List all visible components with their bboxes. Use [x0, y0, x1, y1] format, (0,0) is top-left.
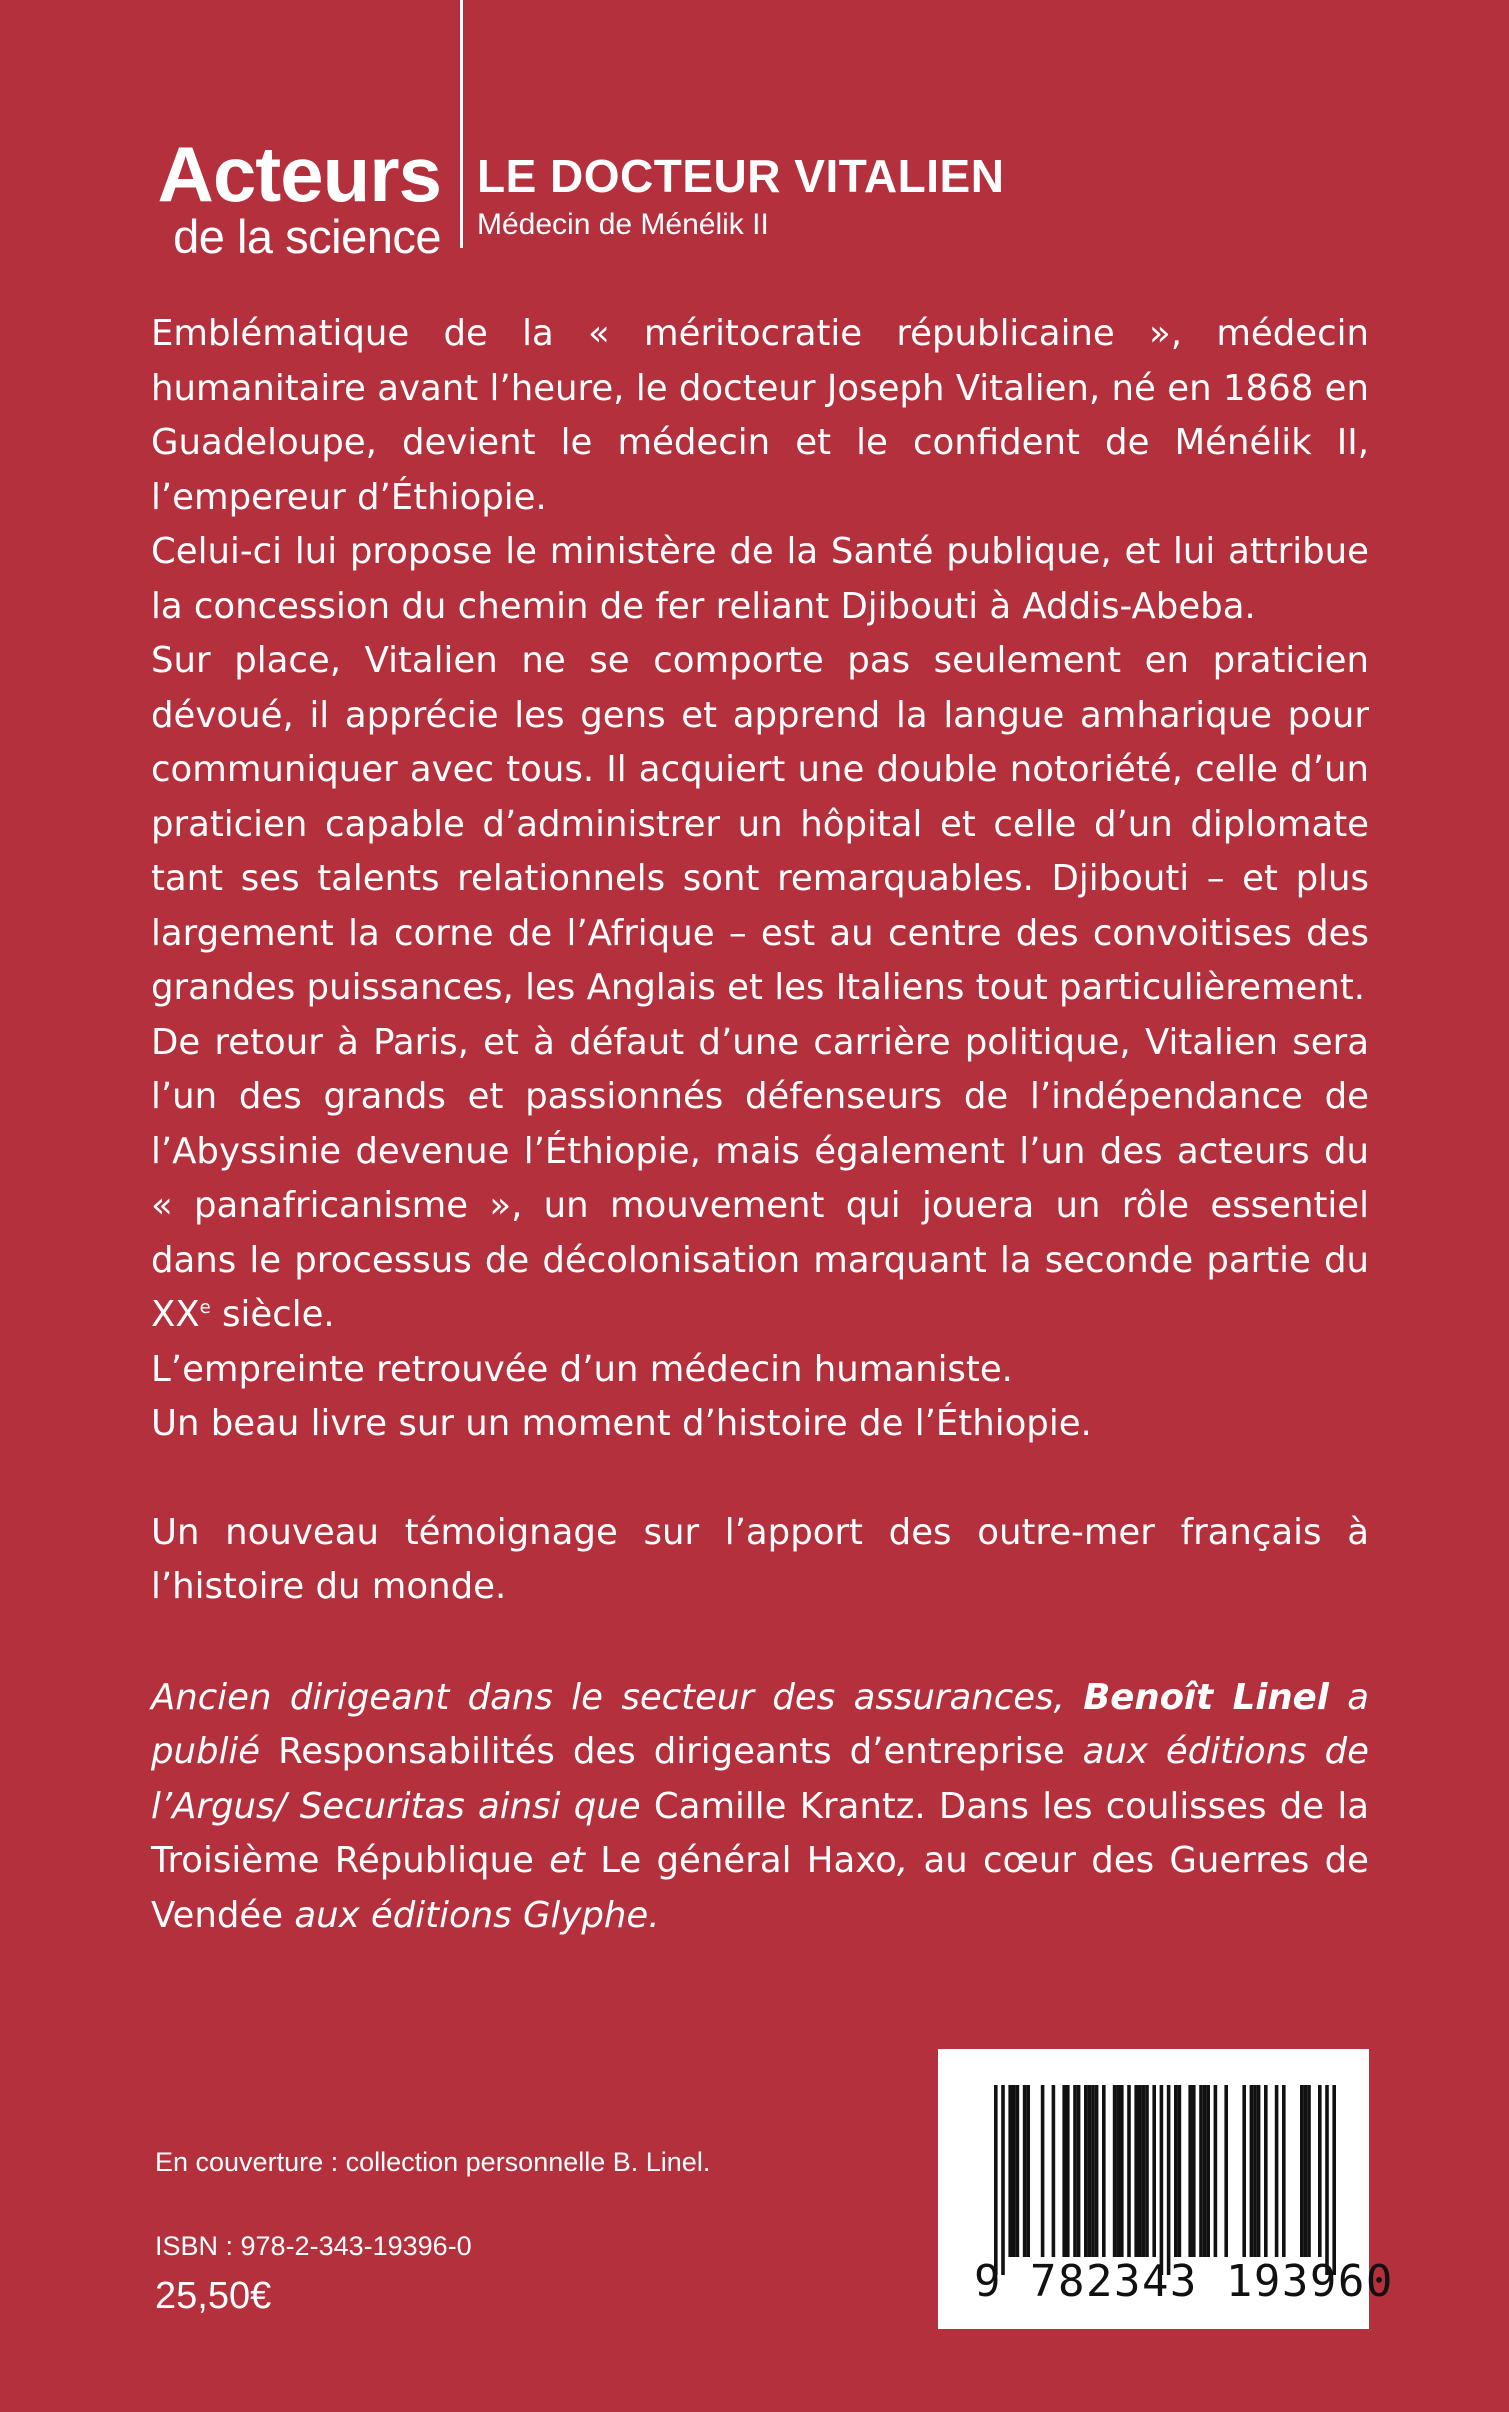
blurb-paragraph-5: L’empreinte retrouvée d’un médecin humaniste.: [151, 1348, 1013, 1390]
blurb-paragraph-6: Un beau livre sur un moment d’histoire de l’Éthiopie.: [151, 1403, 1092, 1444]
barcode-bar: [1174, 2085, 1178, 2257]
barcode-bar: [1242, 2085, 1246, 2257]
barcode-bar: [1012, 2085, 1016, 2257]
barcode-bar: [1127, 2085, 1131, 2257]
barcode-bar: [1264, 2085, 1268, 2257]
century-superscript: e: [199, 1297, 211, 1319]
blurb-paragraph-1: Emblématique de la « méritocratie républicaine », médecin humanitaire avant l’heure, le docteur Joseph Vitalien, né en 1868 en Guadeloupe, devient le médecin et le confident de Ménélik II, l’empereur d’Éthiopie.: [151, 313, 1369, 518]
bio-text-4: et: [533, 1840, 601, 1881]
blurb-paragraph-4-end: siècle.: [210, 1294, 335, 1335]
barcode-bar: [1282, 2085, 1286, 2257]
bio-book-4: au cœur des Guerres de Vendée: [151, 1840, 1370, 1936]
barcode-bar: [1160, 2085, 1164, 2275]
barcode-bar: [1253, 2085, 1257, 2257]
bio-book-3: Le général Haxo: [600, 1840, 897, 1881]
back-cover-text: [151, 307, 1369, 1943]
cover-credit: En couverture : collection personnelle B. Linel.: [155, 2147, 711, 2177]
bio-book-2: Camille Krantz. Dans les coulisses de la Troisième République: [151, 1785, 1370, 1881]
barcode-bar: [1275, 2085, 1279, 2257]
barcode-bar: [1188, 2085, 1192, 2257]
series-name-line2: de la science: [173, 210, 441, 263]
barcode-bar: [1145, 2085, 1149, 2257]
spacer: [151, 1452, 1369, 1506]
blurb-paragraph-2: Celui-ci lui propose le ministère de la Santé publique, et lui attribue la concession du chemin de fer reliant Djibouti à Addis-Abeba.: [151, 531, 1369, 627]
barcode-bar: [1120, 2085, 1124, 2257]
barcode-bar: [1203, 2085, 1207, 2257]
barcode-bar: [1091, 2085, 1095, 2257]
price: 25,50€: [155, 2275, 272, 2317]
barcode-bar: [1300, 2085, 1304, 2257]
barcode: [938, 2049, 1394, 2329]
bio-text-3: aux éditions de l’Argus/ Securitas ainsi que: [151, 1731, 1369, 1827]
series-logo: [131, 130, 441, 263]
barcode-bar: [1008, 2085, 1012, 2257]
bio-text-2: a publié: [151, 1676, 1370, 1772]
barcode-bar: [1206, 2085, 1210, 2257]
barcode-bar: [1084, 2085, 1088, 2257]
barcode-bar: [1142, 2085, 1146, 2257]
barcode-bar: [1052, 2085, 1056, 2257]
barcode-bar: [1325, 2085, 1329, 2275]
barcode-bar: [1066, 2085, 1070, 2257]
blurb-paragraph-3: Sur place, Vitalien ne se comporte pas seulement en praticien dévoué, il apprécie les gens et apprend la langue amharique pour communiquer avec tous. Il acquiert une double notoriété, celle d’un praticien capable d’administrer un hôpital et celle d’un diplomate tant ses talents relationnels sont remarquables. Djibouti – et plus largement la corne de l’Afrique – est au centre des convoitises des grandes puissances, les Anglais et les Italiens tout particulièrement.: [151, 640, 1369, 1008]
barcode-bar: [1113, 2085, 1117, 2257]
barcode-bar: [1102, 2085, 1106, 2257]
bio-text-6: aux éditions Glyphe.: [283, 1894, 660, 1936]
author-name: Benoît Linel: [1083, 1676, 1329, 1718]
barcode-bar: [1178, 2085, 1182, 2257]
header-divider: [460, 0, 463, 248]
bio-book-1: Responsabilités des dirigeants d’entreprise: [278, 1731, 1065, 1772]
barcode-bar: [1257, 2085, 1261, 2257]
book-title: LE DOCTEUR VITALIEN: [477, 150, 1005, 202]
barcode-bar: [1095, 2085, 1099, 2257]
book-header: [477, 148, 1177, 246]
barcode-digits: 9 782343 193960: [974, 2256, 1394, 2307]
blurb-paragraph-4-main: De retour à Paris, et à défaut d’une carrière politique, Vitalien sera l’un des grands et passionnés défenseurs de l’indépendance de l’Abyssinie devenue l’Éthiopie, mais également l’un des acteurs du « panafricanisme », un mouvement qui jouera un rôle essentiel dans le processus de décolonisation marquant la seconde partie du XX: [151, 1021, 1369, 1335]
barcode-bar: [1250, 2085, 1254, 2257]
bio-text-1: Ancien dirigeant dans le secteur des assurances,: [151, 1676, 1084, 1718]
barcode-bar: [1138, 2085, 1142, 2257]
barcode-bar: [1304, 2085, 1308, 2257]
barcode-bar: [1041, 2085, 1045, 2257]
barcode-bar: [1073, 2085, 1077, 2257]
barcode-bar: [994, 2085, 998, 2275]
isbn: ISBN : 978-2-343-19396-0: [155, 2231, 472, 2261]
barcode-bar: [1077, 2085, 1081, 2257]
blurb-paragraph-4: [151, 1016, 1369, 1343]
bio-text-5: ,: [896, 1840, 924, 1881]
barcode-bar: [1023, 2085, 1027, 2257]
barcode-bar: [1152, 2085, 1156, 2257]
barcode-bar: [1016, 2085, 1020, 2257]
barcode-bar: [1116, 2085, 1120, 2257]
barcode-bar: [1088, 2085, 1092, 2257]
barcode-bar: [1026, 2085, 1030, 2257]
barcode-bar: [1224, 2085, 1228, 2257]
barcode-bar: [1318, 2085, 1322, 2257]
barcode-bar: [1192, 2085, 1196, 2257]
barcode-bar: [1062, 2085, 1066, 2257]
barcode-bar: [1307, 2085, 1311, 2257]
barcode-bar: [1199, 2085, 1203, 2257]
barcode-bar: [1167, 2085, 1171, 2275]
series-name-line1: Acteurs: [157, 130, 441, 218]
blurb-paragraph-7: Un nouveau témoignage sur l’apport des outre-mer français à l’histoire du monde.: [151, 1511, 1369, 1607]
barcode-bar: [1134, 2085, 1138, 2257]
barcode-bar: [1001, 2085, 1005, 2275]
barcode-bar: [1332, 2085, 1336, 2275]
spacer: [151, 1615, 1369, 1671]
book-subtitle: Médecin de Ménélik II: [477, 208, 769, 241]
author-bio: [151, 1671, 1369, 1944]
barcode-bar: [1214, 2085, 1218, 2257]
